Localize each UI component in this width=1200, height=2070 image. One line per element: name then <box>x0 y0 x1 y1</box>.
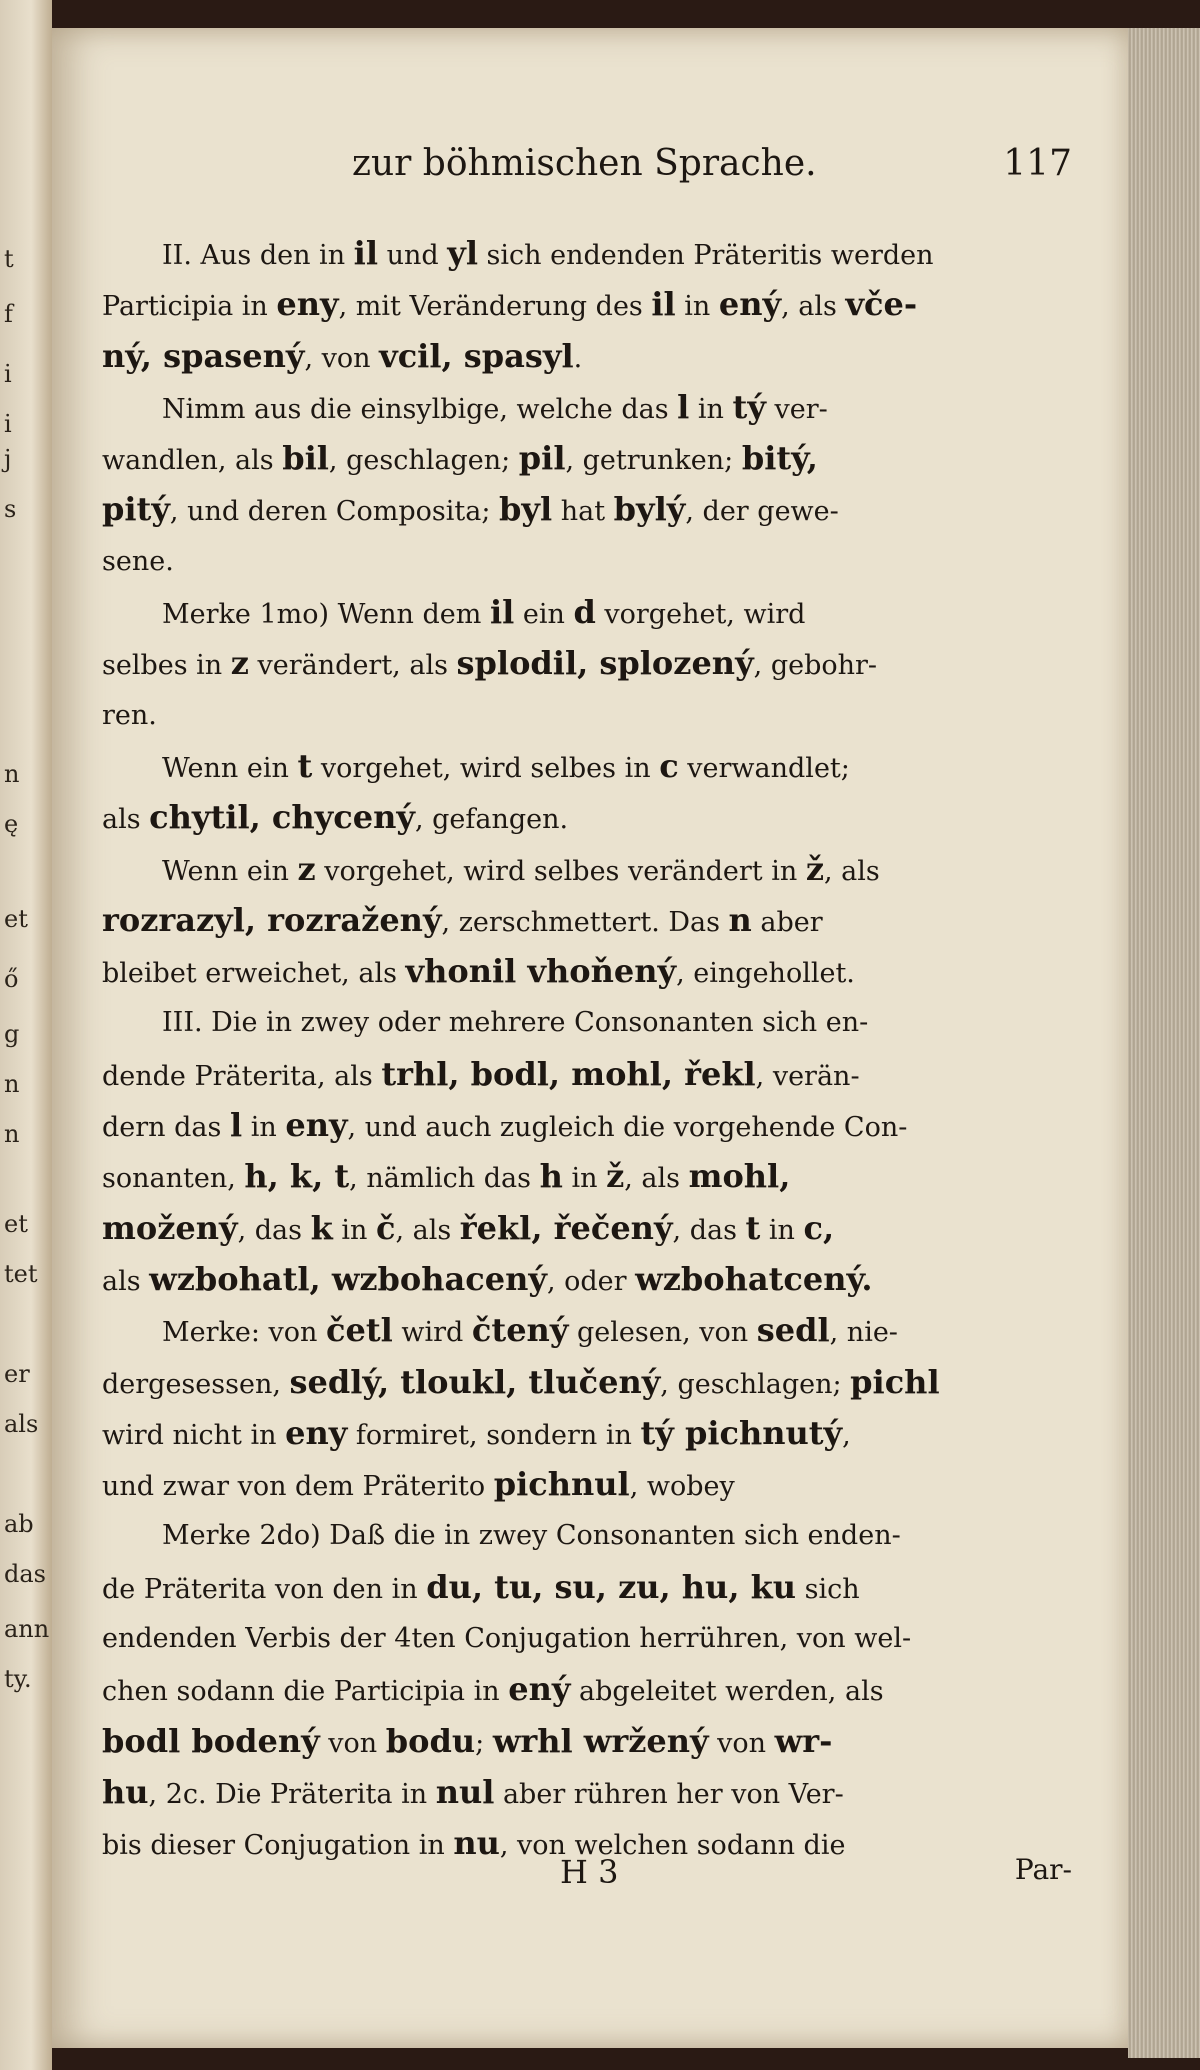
czech-term: četl <box>326 1311 393 1350</box>
signature-mark: H 3 <box>560 1853 619 1891</box>
text-run: von <box>708 1727 775 1759</box>
text-line <box>102 1613 1092 1664</box>
czech-term: eny <box>276 285 339 324</box>
text-run: formiret, sondern in <box>347 1419 641 1451</box>
facing-page-fragment: g <box>4 1020 20 1048</box>
czech-term: n <box>728 900 752 939</box>
text-line <box>102 433 1092 484</box>
text-run: Wenn ein <box>162 752 298 784</box>
text-line <box>102 638 1092 689</box>
czech-term: mohl, <box>688 1157 791 1196</box>
text-line <box>102 536 1092 587</box>
text-run: bleibet erweichet, als <box>102 958 406 990</box>
facing-page-fragment: ę <box>4 810 19 838</box>
czech-term: ž <box>805 849 824 888</box>
text-run: , verän- <box>755 1060 860 1092</box>
text-line <box>102 1510 1092 1561</box>
text-run: endenden Verbis der 4ten Conjugation herrühren, von wel- <box>102 1623 912 1655</box>
catchword: Par- <box>1014 1853 1072 1886</box>
text-run: wandlen, als <box>102 445 283 477</box>
text-run: selbes in <box>102 650 231 682</box>
facing-page-fragment: ty. <box>4 1665 32 1693</box>
text-line <box>102 895 1092 946</box>
text-line <box>102 741 1092 792</box>
text-run: ; <box>475 1727 493 1759</box>
text-run: und zwar von dem Präterito <box>102 1471 494 1503</box>
text-run: ren. <box>102 699 157 731</box>
czech-term: byl <box>499 490 553 529</box>
text-run: de Präterita von den in <box>102 1573 427 1605</box>
text-line <box>102 1151 1092 1202</box>
text-run: in <box>689 393 733 425</box>
text-line <box>102 1664 1092 1715</box>
text-line <box>102 1049 1092 1100</box>
text-run: . <box>573 342 583 374</box>
text-run: , das <box>237 1214 311 1246</box>
page-footer <box>52 1853 1130 1903</box>
czech-term: yl <box>447 234 478 272</box>
text-run: in <box>562 1163 607 1195</box>
czech-term: č <box>375 1208 396 1247</box>
text-run: II. Aus den in <box>162 240 354 271</box>
facing-page-fragment: n <box>4 1070 20 1098</box>
czech-term: bylý <box>613 490 686 529</box>
czech-term: il <box>353 234 378 272</box>
czech-term: eny <box>285 1413 348 1452</box>
text-run: , <box>842 1419 851 1451</box>
text-run: als <box>102 804 150 836</box>
text-run: , geschlagen; <box>328 445 519 477</box>
text-line <box>102 1203 1092 1254</box>
czech-term: vhonil vhoňený <box>405 952 677 991</box>
facing-page-fragment: n <box>4 760 20 788</box>
text-line <box>102 1716 1092 1767</box>
text-run: , der gewe- <box>685 496 839 528</box>
czech-term: bodl bodený <box>102 1721 320 1760</box>
czech-term: h, k, t <box>244 1157 350 1196</box>
text-line <box>102 382 1092 433</box>
czech-term: trhl, bodl, mohl, řekl <box>381 1054 756 1093</box>
page-header <box>52 143 1130 203</box>
text-run: wird <box>392 1317 472 1349</box>
text-run: , mit Veränderung des <box>338 291 652 323</box>
text-run: vorgehet, wird <box>595 599 806 631</box>
text-line <box>102 1562 1092 1613</box>
text-run: aber rühren her von Ver- <box>494 1778 844 1810</box>
czech-term: z <box>230 644 249 683</box>
czech-term: pichnul <box>493 1465 630 1504</box>
text-line <box>102 1459 1092 1510</box>
text-run: , nie- <box>829 1317 898 1349</box>
text-run: ver- <box>765 393 828 425</box>
page-fore-edge <box>1128 28 1200 2058</box>
text-run: , nämlich das <box>349 1163 540 1195</box>
czech-term: splodil, splozený <box>456 644 754 683</box>
facing-page-fragment: s <box>4 495 17 523</box>
text-run: , zerschmettert. Das <box>441 906 729 938</box>
text-run: , als <box>395 1214 460 1246</box>
text-run: III. Die in zwey oder mehrere Consonanten sich en- <box>162 1007 869 1039</box>
text-run: und <box>377 240 448 271</box>
facing-page-fragment: ann <box>4 1615 50 1643</box>
facing-page-fragment: f <box>4 300 13 328</box>
czech-term: tý <box>732 387 766 426</box>
czech-term: ený <box>508 1670 571 1709</box>
text-run: , gefangen. <box>414 804 569 836</box>
text-run: in <box>675 291 719 323</box>
czech-term: l <box>677 387 690 426</box>
text-run: sene. <box>102 545 174 577</box>
czech-term: wzbohatl, wzbohacený <box>149 1259 547 1298</box>
czech-term: ž <box>606 1157 625 1196</box>
czech-term: chytil, chycený <box>149 798 415 837</box>
text-run: sich <box>796 1573 860 1605</box>
text-run: verwandlet; <box>678 752 850 784</box>
text-run: , wobey <box>629 1471 735 1503</box>
text-line <box>102 1767 1092 1818</box>
czech-term: du, tu, su, zu, hu, ku <box>426 1567 797 1606</box>
facing-page-fragment: das <box>4 1560 46 1588</box>
text-run: ein <box>514 599 574 631</box>
czech-term: pitý <box>102 490 170 529</box>
text-line <box>102 1305 1092 1356</box>
text-run: , von welchen sodann die <box>499 1830 846 1862</box>
text-run: sonanten, <box>102 1163 245 1195</box>
text-run: dern das <box>102 1112 230 1144</box>
text-run: , als <box>781 291 846 323</box>
czech-term: c <box>659 746 679 785</box>
text-run: dende Präterita, als <box>102 1060 382 1092</box>
czech-term: wzbohatcený. <box>635 1259 873 1298</box>
czech-term: k <box>310 1208 333 1247</box>
facing-page-fragment: et <box>4 1210 28 1238</box>
facing-page-fragment: ab <box>4 1510 34 1538</box>
book-page <box>52 28 1130 2048</box>
czech-term: t <box>297 746 313 785</box>
text-line <box>102 279 1092 330</box>
text-run: vorgehet, wird selbes verändert in <box>315 855 806 887</box>
czech-term: z <box>297 849 316 888</box>
text-run: sich endenden Präteritis werden <box>477 240 934 271</box>
left-page-edge <box>0 0 52 2070</box>
czech-term: tý pichnutý <box>640 1413 843 1452</box>
text-line <box>102 1357 1092 1408</box>
text-line <box>102 228 1092 279</box>
text-run: chen sodann die Participia in <box>102 1676 509 1708</box>
text-run: , gebohr- <box>753 650 878 682</box>
czech-term: l <box>229 1106 243 1145</box>
text-run: in <box>760 1214 804 1246</box>
czech-term: vče- <box>845 285 918 324</box>
text-run: , als <box>624 1163 689 1195</box>
facing-page-fragment: er <box>4 1360 30 1388</box>
czech-term: d <box>573 593 596 632</box>
czech-term: ný, spasený <box>102 336 305 375</box>
text-run: aber <box>751 906 823 938</box>
text-run: Participia in <box>102 291 277 323</box>
text-run: abgeleitet werden, als <box>570 1676 884 1708</box>
text-line <box>102 1254 1092 1305</box>
czech-term: il <box>489 593 515 632</box>
czech-term: ený <box>718 285 782 324</box>
text-run: Nimm aus die einsylbige, welche das <box>162 393 678 425</box>
text-line <box>102 997 1092 1048</box>
text-run: , getrunken; <box>565 445 742 477</box>
czech-term: pichl <box>850 1362 940 1401</box>
text-run: , und auch zugleich die vorgehende Con- <box>347 1112 908 1144</box>
text-run: in <box>332 1214 376 1246</box>
czech-term: wrhl wržený <box>492 1721 709 1760</box>
text-run: bis dieser Conjugation in <box>102 1830 454 1862</box>
facing-page-fragment: i <box>4 360 12 388</box>
text-run: vorgehet, wird selbes in <box>312 752 660 784</box>
czech-term: vcil, spasyl <box>379 336 574 375</box>
czech-term: bitý, <box>741 439 818 478</box>
text-line <box>102 1408 1092 1459</box>
czech-term: možený <box>102 1208 238 1247</box>
text-run: , geschlagen; <box>660 1368 851 1400</box>
czech-term: eny <box>285 1106 348 1145</box>
running-head: zur böhmischen Sprache. <box>352 143 817 184</box>
text-run: in <box>242 1112 286 1144</box>
text-run: , von <box>304 342 380 374</box>
text-run: , das <box>672 1214 746 1246</box>
facing-page-fragment: n <box>4 1120 20 1148</box>
text-run: Merke 2do) Daß die in zwey Consonanten sich enden- <box>162 1520 901 1552</box>
text-line <box>102 844 1092 895</box>
text-run: wird nicht in <box>102 1419 286 1451</box>
czech-term: t <box>745 1208 761 1247</box>
text-line <box>102 690 1092 741</box>
czech-term: wr- <box>774 1721 833 1760</box>
czech-term: rozrazyl, rozražený <box>102 900 442 939</box>
czech-term: il <box>651 285 676 324</box>
facing-page-fragment: i <box>4 410 12 438</box>
czech-term: c, <box>803 1208 835 1247</box>
facing-page-fragment: ő <box>4 965 19 993</box>
czech-term: sedlý, tloukl, tlučený <box>289 1362 661 1401</box>
text-line <box>102 1100 1092 1151</box>
facing-page-fragment: tet <box>4 1260 38 1288</box>
czech-term: bodu <box>385 1721 476 1760</box>
text-run: , 2c. Die Präterita in <box>148 1778 436 1810</box>
text-line <box>102 792 1092 843</box>
text-run: als <box>102 1265 150 1297</box>
text-run: , oder <box>546 1265 636 1297</box>
text-run: Merke: von <box>162 1317 327 1349</box>
czech-term: nul <box>435 1772 495 1811</box>
text-run: dergesessen, <box>102 1368 290 1400</box>
czech-term: bil <box>282 439 329 478</box>
page-body <box>102 228 1092 1870</box>
czech-term: sedl <box>756 1311 830 1350</box>
facing-page-fragment: et <box>4 905 28 933</box>
czech-term: čtený <box>471 1311 569 1350</box>
text-line <box>102 331 1092 382</box>
facing-page-fragment: als <box>4 1410 39 1438</box>
text-run: , und deren Composita; <box>169 496 500 528</box>
czech-term: hu <box>102 1772 149 1811</box>
text-run: von <box>319 1727 386 1759</box>
czech-term: nu <box>453 1824 500 1863</box>
text-line <box>102 484 1092 535</box>
text-run: verändert, als <box>248 650 457 682</box>
facing-page-fragment: t <box>4 245 14 273</box>
text-run: , als <box>824 855 880 887</box>
facing-page-fragment: j <box>4 445 12 473</box>
text-line <box>102 587 1092 638</box>
czech-term: řekl, řečený <box>459 1208 673 1247</box>
czech-term: h <box>539 1157 563 1196</box>
text-run: gelesen, von <box>568 1317 757 1349</box>
czech-term: pil <box>518 439 566 478</box>
text-run: Wenn ein <box>162 855 298 887</box>
text-run: , eingehollet. <box>676 958 855 990</box>
text-run: hat <box>552 496 614 528</box>
text-run: Merke 1mo) Wenn dem <box>162 599 490 631</box>
page-number: 117 <box>1003 143 1072 184</box>
text-line <box>102 946 1092 997</box>
